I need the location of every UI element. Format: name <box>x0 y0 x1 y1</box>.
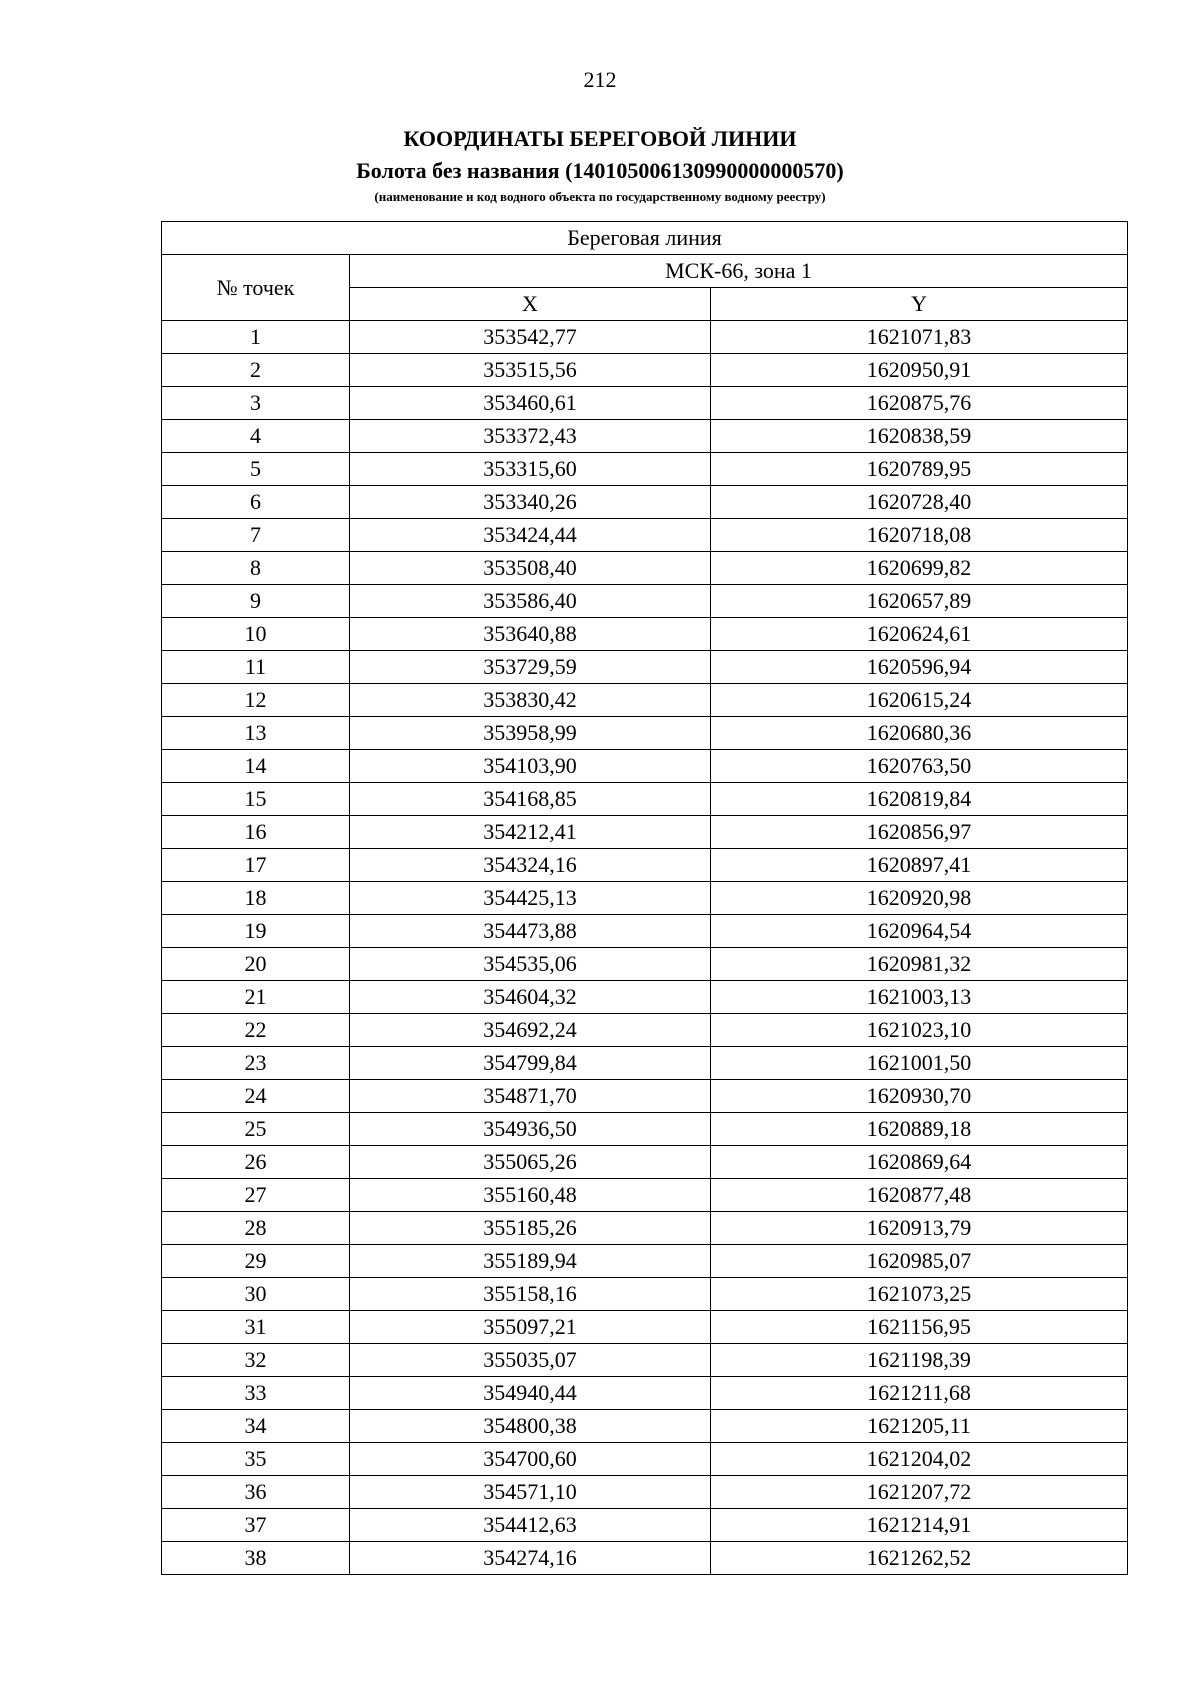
x-cell: 353460,61 <box>350 387 711 420</box>
point-number-cell: 18 <box>162 882 350 915</box>
y-cell: 1621198,39 <box>711 1344 1128 1377</box>
y-cell: 1620728,40 <box>711 486 1128 519</box>
table-row <box>162 519 1128 552</box>
x-cell: 353340,26 <box>350 486 711 519</box>
point-number-cell: 10 <box>162 618 350 651</box>
y-cell: 1621003,13 <box>711 981 1128 1014</box>
table-row <box>162 1311 1128 1344</box>
x-cell: 353542,77 <box>350 321 711 354</box>
table-row <box>162 1014 1128 1047</box>
y-cell: 1621214,91 <box>711 1509 1128 1542</box>
x-cell: 353515,56 <box>350 354 711 387</box>
document-heading <box>0 126 1200 205</box>
y-cell: 1620657,89 <box>711 585 1128 618</box>
x-cell: 353586,40 <box>350 585 711 618</box>
table-row <box>162 816 1128 849</box>
y-cell: 1621207,72 <box>711 1476 1128 1509</box>
table-row <box>162 1179 1128 1212</box>
x-cell: 355185,26 <box>350 1212 711 1245</box>
table-row <box>162 1410 1128 1443</box>
y-cell: 1620596,94 <box>711 651 1128 684</box>
x-cell: 354425,13 <box>350 882 711 915</box>
y-cell: 1621001,50 <box>711 1047 1128 1080</box>
table-row <box>162 1344 1128 1377</box>
x-cell: 354799,84 <box>350 1047 711 1080</box>
y-cell: 1621205,11 <box>711 1410 1128 1443</box>
point-number-cell: 3 <box>162 387 350 420</box>
y-cell: 1620869,64 <box>711 1146 1128 1179</box>
y-cell: 1620789,95 <box>711 453 1128 486</box>
water-body-caption: (наименование и код водного объекта по государственному водному реестру) <box>374 189 826 204</box>
point-number-cell: 29 <box>162 1245 350 1278</box>
y-cell: 1621071,83 <box>711 321 1128 354</box>
point-number-cell: 14 <box>162 750 350 783</box>
y-cell: 1620930,70 <box>711 1080 1128 1113</box>
table-row <box>162 1509 1128 1542</box>
y-cell: 1620920,98 <box>711 882 1128 915</box>
point-number-cell: 4 <box>162 420 350 453</box>
point-number-cell: 21 <box>162 981 350 1014</box>
table-row <box>162 1443 1128 1476</box>
x-cell: 353958,99 <box>350 717 711 750</box>
point-number-cell: 38 <box>162 1542 350 1575</box>
table-row <box>162 1278 1128 1311</box>
table-row <box>162 1113 1128 1146</box>
x-cell: 355035,07 <box>350 1344 711 1377</box>
x-cell: 355160,48 <box>350 1179 711 1212</box>
table-row <box>162 321 1128 354</box>
y-cell: 1621211,68 <box>711 1377 1128 1410</box>
x-cell: 354936,50 <box>350 1113 711 1146</box>
point-number-cell: 23 <box>162 1047 350 1080</box>
point-number-cell: 32 <box>162 1344 350 1377</box>
x-cell: 355065,26 <box>350 1146 711 1179</box>
y-cell: 1621262,52 <box>711 1542 1128 1575</box>
table-row <box>162 1146 1128 1179</box>
point-number-cell: 7 <box>162 519 350 552</box>
x-cell: 354871,70 <box>350 1080 711 1113</box>
x-header: X <box>350 288 711 321</box>
y-cell: 1621073,25 <box>711 1278 1128 1311</box>
x-cell: 354700,60 <box>350 1443 711 1476</box>
y-cell: 1620624,61 <box>711 618 1128 651</box>
x-cell: 354800,38 <box>350 1410 711 1443</box>
table-row <box>162 387 1128 420</box>
table-row <box>162 1476 1128 1509</box>
x-cell: 354692,24 <box>350 1014 711 1047</box>
table-row <box>162 1377 1128 1410</box>
point-number-cell: 26 <box>162 1146 350 1179</box>
x-cell: 354412,63 <box>350 1509 711 1542</box>
x-cell: 354604,32 <box>350 981 711 1014</box>
y-cell: 1621204,02 <box>711 1443 1128 1476</box>
y-cell: 1620964,54 <box>711 915 1128 948</box>
y-cell: 1620889,18 <box>711 1113 1128 1146</box>
y-cell: 1620763,50 <box>711 750 1128 783</box>
x-cell: 355097,21 <box>350 1311 711 1344</box>
y-cell: 1620985,07 <box>711 1245 1128 1278</box>
x-cell: 354212,41 <box>350 816 711 849</box>
page-number: 212 <box>583 67 617 92</box>
table-row <box>162 552 1128 585</box>
x-cell: 354103,90 <box>350 750 711 783</box>
table-row <box>162 783 1128 816</box>
point-number-cell: 19 <box>162 915 350 948</box>
document-title: КООРДИНАТЫ БЕРЕГОВОЙ ЛИНИИ <box>403 126 797 151</box>
point-number-cell: 22 <box>162 1014 350 1047</box>
point-number-cell: 35 <box>162 1443 350 1476</box>
y-cell: 1620819,84 <box>711 783 1128 816</box>
point-number-header: № точек <box>162 255 350 321</box>
water-body-name: Болота без названия (140105006130990000000570) <box>356 158 844 183</box>
point-number-cell: 34 <box>162 1410 350 1443</box>
y-cell: 1621156,95 <box>711 1311 1128 1344</box>
point-number-cell: 16 <box>162 816 350 849</box>
table-row <box>162 948 1128 981</box>
table-row <box>162 1245 1128 1278</box>
table-row <box>162 915 1128 948</box>
x-cell: 353372,43 <box>350 420 711 453</box>
point-number-cell: 27 <box>162 1179 350 1212</box>
x-cell: 353729,59 <box>350 651 711 684</box>
point-number-cell: 5 <box>162 453 350 486</box>
y-header: Y <box>711 288 1128 321</box>
table-row <box>162 585 1128 618</box>
x-cell: 354535,06 <box>350 948 711 981</box>
point-number-cell: 37 <box>162 1509 350 1542</box>
x-cell: 354274,16 <box>350 1542 711 1575</box>
point-number-cell: 17 <box>162 849 350 882</box>
table-row <box>162 618 1128 651</box>
table-row <box>162 981 1128 1014</box>
table-row <box>162 717 1128 750</box>
x-cell: 353640,88 <box>350 618 711 651</box>
table-row <box>162 651 1128 684</box>
y-cell: 1620615,24 <box>711 684 1128 717</box>
y-cell: 1620838,59 <box>711 420 1128 453</box>
y-cell: 1620897,41 <box>711 849 1128 882</box>
x-cell: 354473,88 <box>350 915 711 948</box>
table-row <box>162 486 1128 519</box>
point-number-cell: 13 <box>162 717 350 750</box>
table-row <box>162 453 1128 486</box>
point-number-cell: 25 <box>162 1113 350 1146</box>
point-number-cell: 8 <box>162 552 350 585</box>
coordinates-table <box>161 221 1128 1575</box>
table-row <box>162 750 1128 783</box>
point-number-cell: 20 <box>162 948 350 981</box>
x-cell: 355189,94 <box>350 1245 711 1278</box>
x-cell: 355158,16 <box>350 1278 711 1311</box>
point-number-cell: 28 <box>162 1212 350 1245</box>
x-cell: 354940,44 <box>350 1377 711 1410</box>
group-header: Береговая линия <box>162 222 1128 255</box>
y-cell: 1620699,82 <box>711 552 1128 585</box>
point-number-cell: 1 <box>162 321 350 354</box>
x-cell: 353508,40 <box>350 552 711 585</box>
table-row <box>162 1080 1128 1113</box>
y-cell: 1620877,48 <box>711 1179 1128 1212</box>
point-number-cell: 30 <box>162 1278 350 1311</box>
crs-header: МСК-66, зона 1 <box>350 255 1128 288</box>
x-cell: 354571,10 <box>350 1476 711 1509</box>
table-row <box>162 1047 1128 1080</box>
y-cell: 1620950,91 <box>711 354 1128 387</box>
point-number-cell: 12 <box>162 684 350 717</box>
table-row <box>162 849 1128 882</box>
y-cell: 1621023,10 <box>711 1014 1128 1047</box>
point-number-cell: 36 <box>162 1476 350 1509</box>
point-number-cell: 24 <box>162 1080 350 1113</box>
x-cell: 353830,42 <box>350 684 711 717</box>
y-cell: 1620680,36 <box>711 717 1128 750</box>
y-cell: 1620913,79 <box>711 1212 1128 1245</box>
point-number-cell: 6 <box>162 486 350 519</box>
table-row <box>162 354 1128 387</box>
y-cell: 1620856,97 <box>711 816 1128 849</box>
y-cell: 1620718,08 <box>711 519 1128 552</box>
x-cell: 354324,16 <box>350 849 711 882</box>
x-cell: 353315,60 <box>350 453 711 486</box>
y-cell: 1620981,32 <box>711 948 1128 981</box>
point-number-cell: 31 <box>162 1311 350 1344</box>
point-number-cell: 9 <box>162 585 350 618</box>
x-cell: 353424,44 <box>350 519 711 552</box>
x-cell: 354168,85 <box>350 783 711 816</box>
table-body <box>162 321 1128 1575</box>
table-row <box>162 1212 1128 1245</box>
point-number-cell: 33 <box>162 1377 350 1410</box>
table-header <box>162 222 1128 321</box>
table-row <box>162 1542 1128 1575</box>
point-number-cell: 2 <box>162 354 350 387</box>
table-row <box>162 420 1128 453</box>
point-number-cell: 11 <box>162 651 350 684</box>
y-cell: 1620875,76 <box>711 387 1128 420</box>
table-row <box>162 684 1128 717</box>
point-number-cell: 15 <box>162 783 350 816</box>
table-row <box>162 882 1128 915</box>
